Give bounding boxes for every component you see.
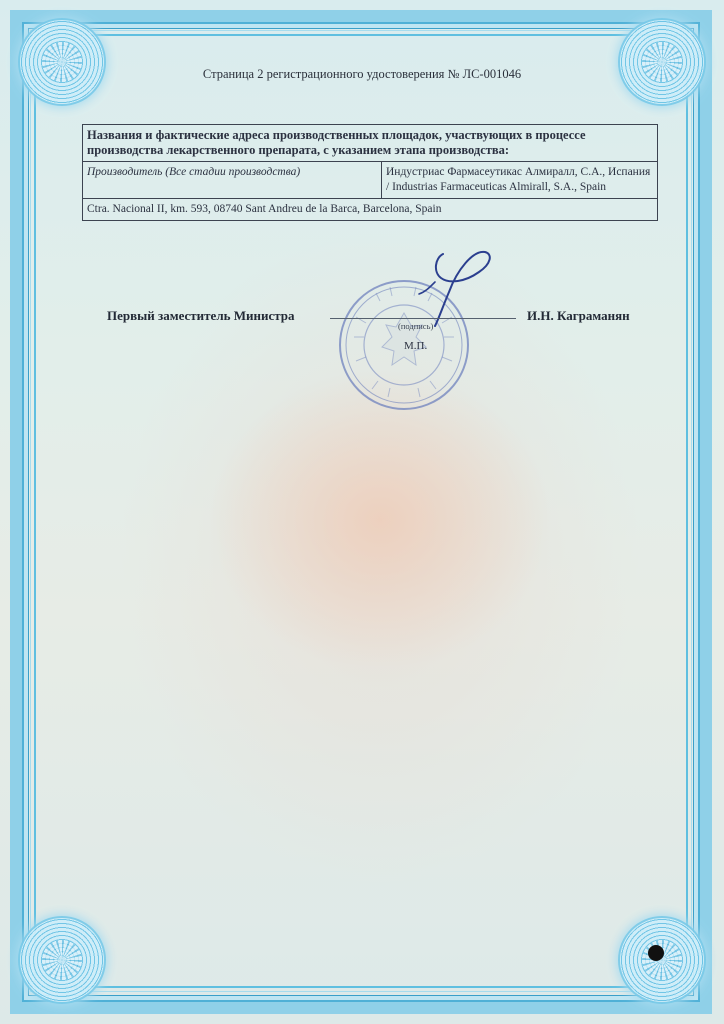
signature-line <box>330 318 516 319</box>
page-header: Страница 2 регистрационного удостоверения № ЛС-001046 <box>202 67 522 81</box>
table-row <box>83 199 658 221</box>
site-address: Ctra. Nacional II, km. 593, 08740 Sant Andreu de la Barca, Barcelona, Spain <box>83 199 658 221</box>
corner-rosette-icon <box>20 918 104 1002</box>
corner-rosette-icon <box>620 20 704 104</box>
table-row <box>83 162 658 199</box>
handwritten-signature <box>395 248 505 328</box>
production-sites-table <box>82 124 658 221</box>
table-row <box>83 125 658 162</box>
corner-rosette-icon <box>20 20 104 104</box>
signature-caption: (подпись) <box>398 321 434 331</box>
stamp-caption: М.П. <box>404 340 428 352</box>
production-role: Производитель (Все стадии производства) <box>83 162 382 199</box>
punch-hole <box>648 945 664 961</box>
manufacturer-name: Индустриас Фармасеутикас Алмиралл, С.А., Испания / Industrias Farmaceuticas Almirall, S.A., Spain <box>382 162 658 199</box>
table-heading: Названия и фактические адреса производственных площадок, участвующих в процессе производства лекарственного препарата, с указанием этапа производства: <box>83 125 658 162</box>
corner-rosette-icon <box>620 918 704 1002</box>
signer-title: Первый заместитель Министра <box>107 308 295 323</box>
signer-name: И.Н. Каграманян <box>527 308 630 323</box>
